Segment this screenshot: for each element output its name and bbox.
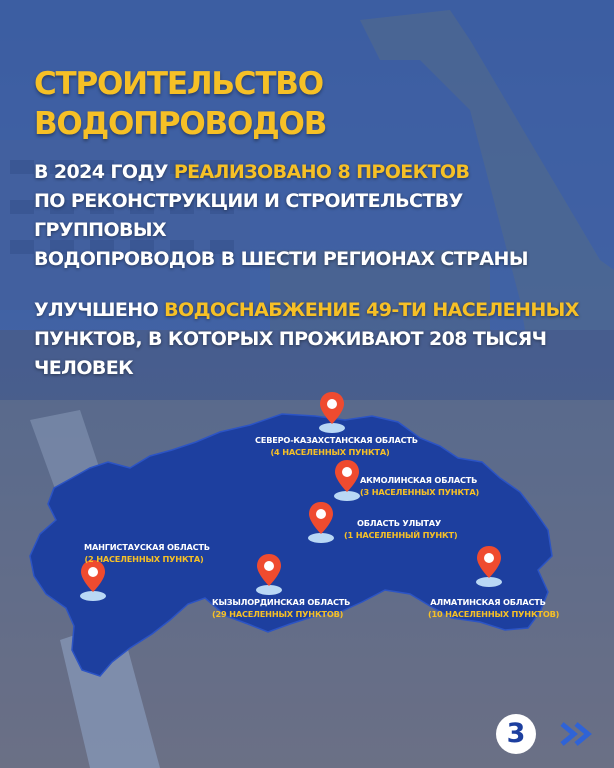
- region-name: МАНГИСТАУСКАЯ ОБЛАСТЬ: [84, 542, 210, 552]
- region-name: АКМОЛИНСКАЯ ОБЛАСТЬ: [360, 475, 478, 485]
- page-title: СТРОИТЕЛЬСТВО ВОДОПРОВОДОВ: [34, 66, 327, 142]
- projects-line2: ПО РЕКОНСТРУКЦИИ И СТРОИТЕЛЬСТВУ ГРУППОВЫХ: [34, 190, 463, 241]
- projects-line1-white: В 2024 ГОДУ: [34, 161, 174, 183]
- region-count: (4 НАСЕЛЕННЫХ ПУНКТА): [270, 447, 390, 457]
- map-pin-icon: [474, 544, 504, 588]
- region-name: ОБЛАСТЬ УЛЫТАУ: [356, 518, 442, 528]
- region-label-almaty: [428, 596, 560, 620]
- region-name: КЫЗЫЛОРДИНСКАЯ ОБЛАСТЬ: [212, 597, 351, 607]
- projects-line3: ВОДОПРОВОДОВ В ШЕСТИ РЕГИОНАХ СТРАНЫ: [34, 248, 528, 270]
- page-number: 3: [496, 714, 536, 754]
- region-label-akmola: [360, 474, 479, 498]
- region-label-mangystau: [84, 541, 210, 565]
- water-line1-white: УЛУЧШЕНО: [34, 299, 165, 321]
- map-pin-icon: [317, 390, 347, 434]
- map-pin-icon: [254, 552, 284, 596]
- region-count: (10 НАСЕЛЕННЫХ ПУНКТОВ): [428, 609, 560, 619]
- region-label-ulytau: [344, 517, 458, 541]
- region-count: (3 НАСЕЛЕННЫХ ПУНКТА): [360, 487, 479, 497]
- map-pin-icon: [306, 500, 336, 544]
- region-count: (1 НАСЕЛЕННЫЙ ПУНКТ): [344, 530, 458, 540]
- projects-line1-highlight: РЕАЛИЗОВАНО 8 ПРОЕКТОВ: [173, 161, 470, 183]
- region-count: (2 НАСЕЛЕННЫХ ПУНКТА): [84, 554, 204, 564]
- region-label-north-kazakhstan: [255, 434, 418, 458]
- region-label-kyzylorda: [212, 596, 351, 620]
- region-name: СЕВЕРО-КАЗАХСТАНСКАЯ ОБЛАСТЬ: [255, 435, 418, 445]
- water-line2: ПУНКТОВ, В КОТОРЫХ ПРОЖИВАЮТ 208 ТЫСЯЧ: [34, 328, 547, 350]
- projects-paragraph: [34, 158, 594, 274]
- region-name: АЛМАТИНСКАЯ ОБЛАСТЬ: [430, 597, 546, 607]
- double-chevron-right-icon[interactable]: [558, 720, 596, 748]
- water-line1-highlight: ВОДОСНАБЖЕНИЕ 49-ТИ НАСЕЛЕННЫХ: [164, 299, 579, 321]
- water-supply-paragraph: [34, 296, 594, 383]
- water-line3: ЧЕЛОВЕК: [34, 357, 134, 379]
- region-count: (29 НАСЕЛЕННЫХ ПУНКТОВ): [212, 609, 344, 619]
- map-pin-icon: [332, 458, 362, 502]
